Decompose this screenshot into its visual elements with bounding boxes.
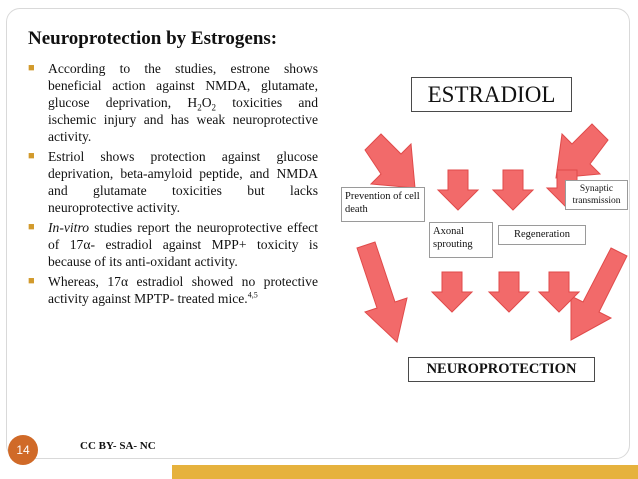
arrow-down-5 xyxy=(489,272,529,312)
estradiol-diagram xyxy=(335,60,635,390)
estradiol-box: ESTRADIOL xyxy=(411,77,572,112)
bullet-text: Whereas, 17α estradiol showed no protective activity against MPTP- treated mice. xyxy=(48,274,318,306)
bullet-text: studies report the neuroprotective effect of 17α- estradiol against MPP+ toxicity is because of its anti-oxidant activity. xyxy=(48,220,318,269)
bullet-text: Estriol shows protection against glucose deprivation, beta-amyloid peptide, and NMDA and glutamate toxicities but lacks neuroprotective activity. xyxy=(48,149,318,215)
bullet-text: toxicities and ischemic injury and has weak neuroprotective activity. xyxy=(48,95,319,144)
arrow-down-2 xyxy=(493,170,533,210)
bullet-item xyxy=(26,148,318,216)
superscript: 4,5 xyxy=(247,290,258,300)
bullet-item xyxy=(26,219,318,270)
footer-accent-bar xyxy=(172,465,638,479)
bullet-marker-icon: ■ xyxy=(28,62,35,74)
arrow-left-long xyxy=(357,242,407,342)
bullet-marker-icon: ■ xyxy=(28,275,35,287)
page-number-badge: 14 xyxy=(8,435,38,465)
bullet-marker-icon: ■ xyxy=(28,150,35,162)
prevention-box: Prevention of cell death xyxy=(341,187,425,222)
arrow-down-4 xyxy=(432,272,472,312)
arrow-down-1 xyxy=(438,170,478,210)
subscript: 2 xyxy=(197,102,202,113)
axonal-sprouting-box: Axonal sprouting xyxy=(429,222,493,258)
license-text: CC BY- SA- NC xyxy=(80,440,156,452)
bullet-item xyxy=(26,60,318,145)
neuroprotection-box: NEUROPROTECTION xyxy=(408,357,595,382)
bullet-list xyxy=(26,60,318,310)
arrow-top-left xyxy=(365,134,415,188)
bullet-italic-text: In-vitro xyxy=(48,220,90,235)
synaptic-transmission-box: Synaptic transmission xyxy=(565,180,628,210)
regeneration-box: Regeneration xyxy=(498,225,586,245)
bullet-marker-icon: ■ xyxy=(28,221,35,233)
bullet-text: According to the studies, estrone shows beneficial action against NMDA, glutamate, glucose deprivation, H xyxy=(48,61,318,110)
slide-title: Neuroprotection by Estrogens: xyxy=(28,28,278,49)
bullet-text: O xyxy=(201,95,212,110)
subscript: 2 xyxy=(211,102,217,113)
bullet-item xyxy=(26,273,318,307)
arrow-right-long xyxy=(571,248,627,340)
